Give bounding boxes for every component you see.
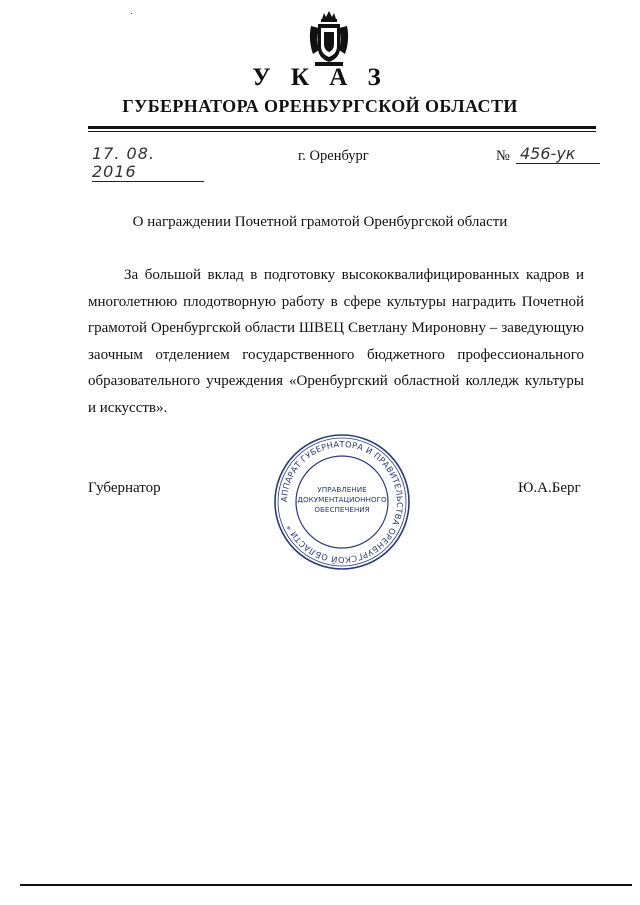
document-subtitle: ГУБЕРНАТОРА ОРЕНБУРГСКОЙ ОБЛАСТИ <box>122 96 518 116</box>
document-date: 17. 08. 2016 <box>92 145 204 182</box>
document-number: 456-ук <box>516 145 600 164</box>
coat-of-arms-icon <box>307 10 351 68</box>
stamp-outer-text: АППАРАТ ГУБЕРНАТОРА И ПРАВИТЕЛЬСТВА ОРЕНБУРГСКОЙ ОБЛАСТИ * <box>278 438 406 566</box>
header-rule-thick <box>88 126 596 129</box>
stamp-inner-line-1: УПРАВЛЕНИЕ <box>317 485 367 494</box>
stamp-inner-line-2: ДОКУМЕНТАЦИОННОГО <box>297 495 387 504</box>
number-sign: № <box>496 148 510 164</box>
official-stamp <box>272 432 412 572</box>
scan-speck <box>131 13 132 14</box>
page-bottom-edge <box>20 884 632 886</box>
document-title: У К А З <box>252 64 388 91</box>
header-rule-thin <box>88 131 596 132</box>
signer-title: Губернатор <box>88 480 161 496</box>
signer-name: Ю.А.Берг <box>518 480 581 496</box>
stamp-inner-line-3: ОБЕСПЕЧЕНИЯ <box>314 505 370 514</box>
document-city: г. Оренбург <box>298 148 369 164</box>
document-body: За большой вклад в подготовку высококвалифицированных кадров и многолетнюю плодотворную работу в сфере культуры наградить Почетной грамотой Оренбургской области ШВЕЦ Светлану Мироновну – заведующую заочным отделением государственного бюджетного профессионального образовательного учреждения «Оренбургский областной колледж культуры и искусств». <box>88 267 584 416</box>
document-subject: О награждении Почетной грамотой Оренбургской области <box>132 214 508 230</box>
